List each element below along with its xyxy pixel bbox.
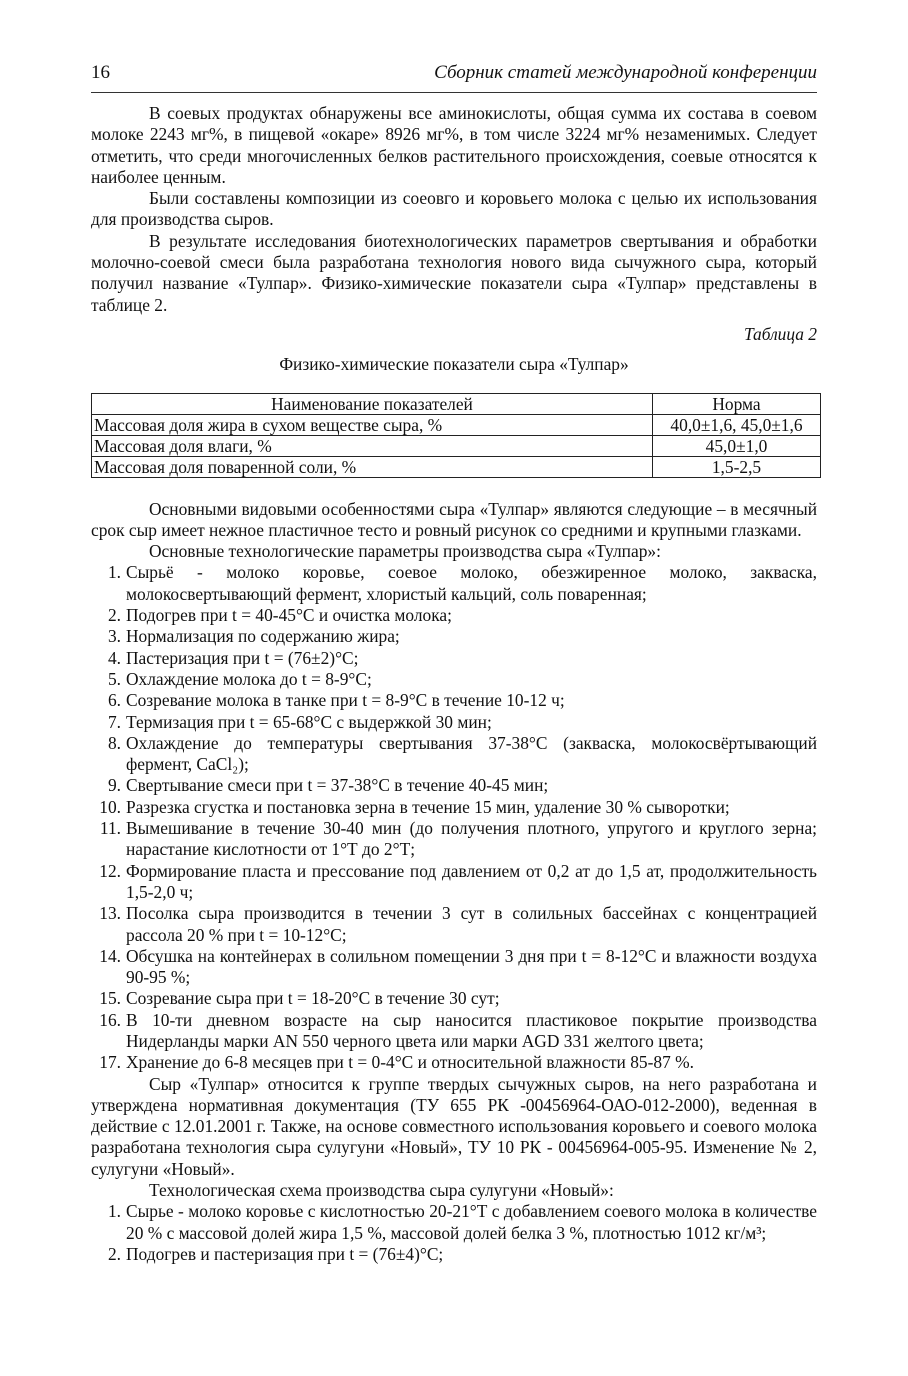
list-item: [91, 903, 817, 946]
list-item-text: Созревание сыра при t = 18-20°С в течение 30 сут;: [126, 988, 500, 1009]
list-item-number: 1.: [107, 1201, 121, 1222]
list-item-text: Посолка сыра производится в течении 3 сут в солильных бассейнах с концентрацией рассола 20 % при t = 10-12°С;: [126, 903, 817, 945]
list-item-number: 4.: [107, 647, 121, 668]
list-item-text: Охлаждение до температуры свертывания 37-38°С (закваска, молокосвёртывающий фермент, CaCl₂);: [126, 732, 817, 775]
list-item-text: Подогрев и пастеризация при t = (76±4)°С;: [126, 1243, 444, 1264]
list-item-text: Созревание молока в танке при t = 8-9°С в течение 10-12 ч;: [126, 690, 565, 711]
list-item: [91, 669, 817, 690]
list-item: [91, 648, 817, 669]
list-item: [91, 690, 817, 711]
list-item-text: Формирование пласта и прессование под давлением от 0,2 ат до 1,5 ат, продолжительность 1,5-2,0 ч;: [126, 860, 817, 902]
table-cell: 1,5-2,5: [653, 456, 821, 477]
table-header-cell: Наименование показателей: [92, 393, 653, 414]
table-row: [92, 456, 821, 477]
list-item-text: Разрезка сгустка и постановка зерна в течение 15 мин, удаление 30 % сыворотки;: [126, 796, 730, 817]
table-title: Физико-химические показатели сыра «Тулпар»: [279, 354, 629, 375]
paragraph: Технологическая схема производства сыра сулугуни «Новый»:: [149, 1180, 614, 1201]
table-header-row: [92, 393, 821, 414]
list-item-text: Обсушка на контейнерах в солильном помещении 3 дня при t = 8-12°С и влажности воздуха 90-95 %;: [126, 945, 817, 988]
suluguni-steps-list: [91, 1201, 817, 1265]
list-item-number: 8.: [107, 732, 121, 753]
list-item-text: Сырьё - молоко коровье, соевое молоко, обезжиренное молоко, закваска, молокосвертывающий фермент, хлористый кальций, соль поваренная;: [126, 562, 817, 604]
list-item-number: 12.: [99, 860, 121, 881]
list-item-text: Нормализация по содержанию жира;: [126, 626, 400, 647]
table-number-label: Таблица 2: [744, 323, 817, 344]
header-rule: [91, 92, 817, 93]
list-item: [91, 818, 817, 861]
table-cell: 45,0±1,0: [653, 435, 821, 456]
list-item: [91, 946, 817, 989]
list-item: [91, 775, 817, 796]
list-item-text: Пастеризация при t = (76±2)°С;: [126, 647, 359, 668]
page-header: [91, 62, 817, 88]
list-item-number: 7.: [107, 711, 121, 732]
process-steps-list: [91, 562, 817, 1073]
table-cell: 40,0±1,6, 45,0±1,6: [653, 414, 821, 435]
list-item-number: 2.: [107, 1243, 121, 1264]
list-item-text: Подогрев при t = 40-45°С и очистка молока;: [126, 605, 452, 626]
list-item: [91, 626, 817, 647]
table-row: [92, 414, 821, 435]
list-item: [91, 1244, 817, 1265]
list-item: [91, 712, 817, 733]
list-item-number: 14.: [99, 945, 121, 966]
list-item: [91, 797, 817, 818]
table-cell: Массовая доля жира в сухом веществе сыра, %: [92, 414, 653, 435]
list-item-number: 11.: [99, 818, 121, 839]
properties-table: [91, 393, 821, 478]
list-item-number: 17.: [99, 1052, 121, 1073]
paragraph: Основные технологические параметры производства сыра «Тулпар»:: [149, 541, 661, 562]
paragraph: Сыр «Тулпар» относится к группе твердых сычужных сыров, на него разработана и утверждена нормативная документация (ТУ 655 РК -00456964-ОАО-012-2000), веденная в действие с 12.01.2001 г. Также, на основе совместного использования коровьего и соевого молока разработана технология сыра сулугуни «Новый», ТУ 10 РК - 00456964-005-95. Изменение № 2, сулугуни «Новый».: [91, 1073, 817, 1179]
list-item: [91, 1052, 817, 1073]
list-item: [91, 1010, 817, 1053]
paragraph: В результате исследования биотехнологических параметров свертывания и обработки молочно-соевой смеси была разработана технология нового вида сычужного сыра, который получил название «Тулпар». Физико-химические показатели сыра «Тулпар» представлены в таблице 2.: [91, 230, 817, 315]
list-item-number: 5.: [107, 668, 121, 689]
list-item-number: 16.: [99, 1009, 121, 1030]
list-item-text: Сырье - молоко коровье с кислотностью 20-21°Т с добавлением соевого молока в количестве 20 % с массовой долей жира 1,5 %, массовой долей белка 3 %, плотностью 1012 кг/м³;: [126, 1201, 817, 1243]
list-item: [91, 1201, 817, 1244]
table-header-cell: Норма: [653, 393, 821, 414]
list-item-number: 3.: [107, 626, 121, 647]
list-item-number: 13.: [99, 903, 121, 924]
page-number: 16: [91, 62, 110, 83]
list-item-text: Термизация при t = 65-68°С с выдержкой 30 мин;: [126, 711, 492, 732]
document-page: [91, 62, 817, 1265]
table-row: [92, 435, 821, 456]
list-item: [91, 605, 817, 626]
paragraph: Основными видовыми особенностями сыра «Тулпар» являются следующие – в месячный срок сыр имеет нежное пластичное тесто и ровный рисунок со средними и крупными глазками.: [91, 498, 817, 540]
table-cell: Массовая доля влаги, %: [92, 435, 653, 456]
list-item-text: Охлаждение молока до t = 8-9°С;: [126, 668, 372, 689]
list-item-number: 2.: [107, 605, 121, 626]
list-item-text: Хранение до 6-8 месяцев при t = 0-4°С и относительной влажности 85-87 %.: [126, 1052, 694, 1073]
table-cell: Массовая доля поваренной соли, %: [92, 456, 653, 477]
list-item-number: 9.: [107, 775, 121, 796]
list-item-number: 10.: [99, 796, 121, 817]
list-item: [91, 861, 817, 904]
list-item: [91, 988, 817, 1009]
running-title: Сборник статей международной конференции: [434, 62, 817, 83]
list-item: [91, 733, 817, 776]
list-item: [91, 562, 817, 605]
list-item-text: Вымешивание в течение 30-40 мин (до получения плотного, упругого и круглого зерна; нарастание кислотности от 1°Т до 2°Т;: [126, 818, 817, 860]
list-item-number: 15.: [99, 988, 121, 1009]
paragraph: Были составлены композиции из соеовго и коровьего молока с целью их использования для производства сыров.: [91, 188, 817, 230]
list-item-text: Свертывание смеси при t = 37-38°С в течение 40-45 мин;: [126, 775, 549, 796]
list-item-text: В 10-ти дневном возрасте на сыр наносится пластиковое покрытие производства Нидерланды марки AN 550 черного цвета или марки AGD 331 желтого цвета;: [126, 1009, 817, 1051]
paragraph: В соевых продуктах обнаружены все аминокислоты, общая сумма их состава в соевом молоке 2243 мг%, в пищевой «окаре» 8926 мг%, в том числе 3224 мг% незаменимых. Следует отметить, что среди многочисленных белков растительного происхождения, соевые относятся к наиболее ценным.: [91, 103, 817, 187]
list-item-number: 1.: [107, 562, 121, 583]
list-item-number: 6.: [107, 690, 121, 711]
